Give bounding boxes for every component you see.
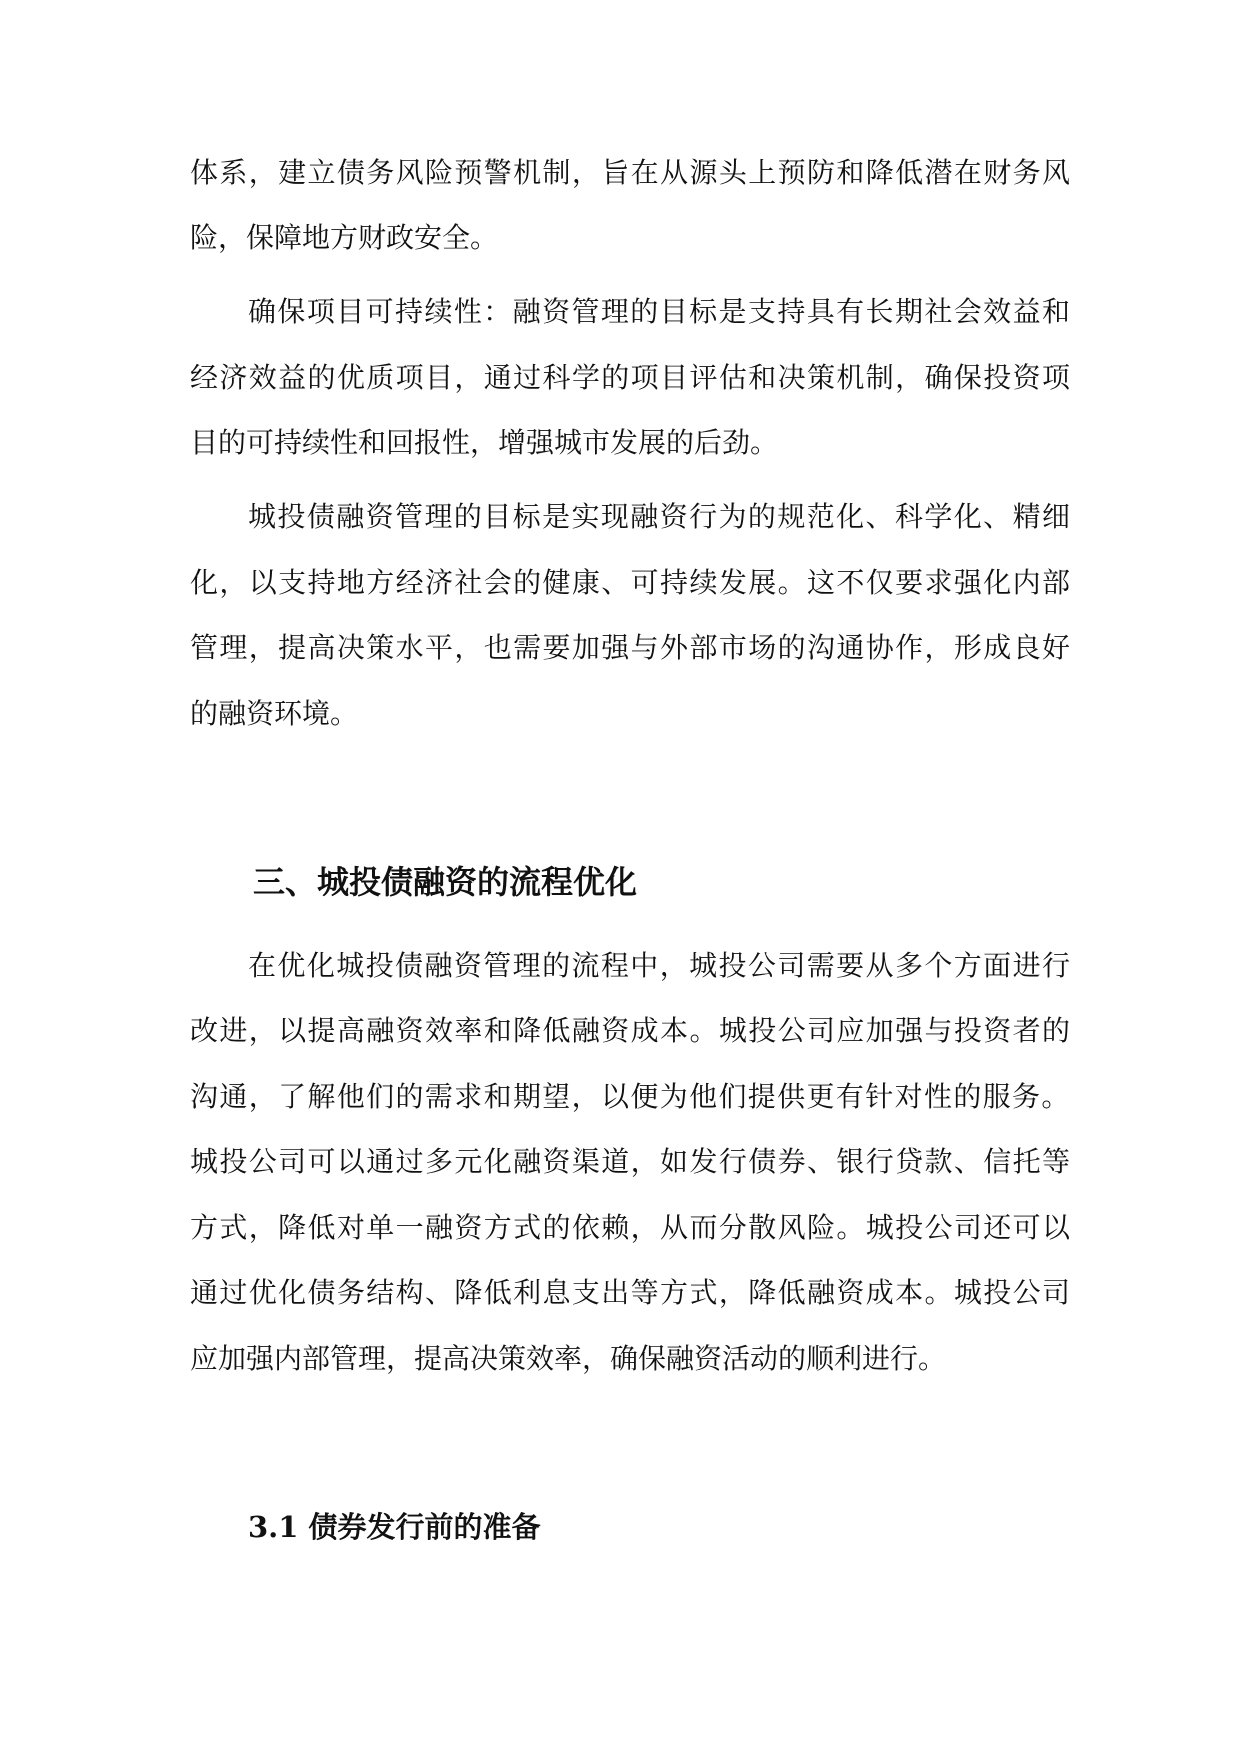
paragraph-3-line-2: 化，以支持地方经济社会的健康、可持续发展。这不仅要求强化内部: [190, 566, 1070, 599]
paragraph-4-line-6: 通过优化债务结构、降低利息支出等方式，降低融资成本。城投公司: [190, 1276, 1070, 1309]
paragraph-4-line-5: 方式，降低对单一融资方式的依赖，从而分散风险。城投公司还可以: [190, 1211, 1070, 1244]
paragraph-1-line-1: 体系，建立债务风险预警机制，旨在从源头上预防和降低潜在财务风: [190, 156, 1070, 189]
paragraph-3-line-3: 管理，提高决策水平，也需要加强与外部市场的沟通协作，形成良好: [190, 631, 1070, 664]
paragraph-4-line-1: 在优化城投债融资管理的流程中，城投公司需要从多个方面进行: [248, 949, 1070, 982]
paragraph-3-line-4: 的融资环境。: [190, 697, 359, 730]
paragraph-4-line-7: 应加强内部管理，提高决策效率，确保融资活动的顺利进行。: [190, 1342, 947, 1375]
paragraph-4-line-2: 改进，以提高融资效率和降低融资成本。城投公司应加强与投资者的: [190, 1014, 1070, 1047]
paragraph-3-line-1: 城投债融资管理的目标是实现融资行为的规范化、科学化、精细: [248, 500, 1070, 533]
paragraph-2-line-1: 确保项目可持续性：融资管理的目标是支持具有长期社会效益和: [248, 295, 1070, 328]
subsection-heading: 3.1 债券发行前的准备: [248, 1510, 541, 1544]
paragraph-1-line-2: 险，保障地方财政安全。: [190, 221, 499, 254]
section-heading: 三、城投债融资的流程优化: [253, 863, 638, 901]
paragraph-2-line-3: 目的可持续性和回报性，增强城市发展的后劲。: [190, 426, 779, 459]
paragraph-4-line-3: 沟通，了解他们的需求和期望，以便为他们提供更有针对性的服务。: [190, 1080, 1070, 1113]
paragraph-2-line-2: 经济效益的优质项目，通过科学的项目评估和决策机制，确保投资项: [190, 361, 1070, 394]
paragraph-4-line-4: 城投公司可以通过多元化融资渠道，如发行债券、银行贷款、信托等: [190, 1145, 1070, 1178]
